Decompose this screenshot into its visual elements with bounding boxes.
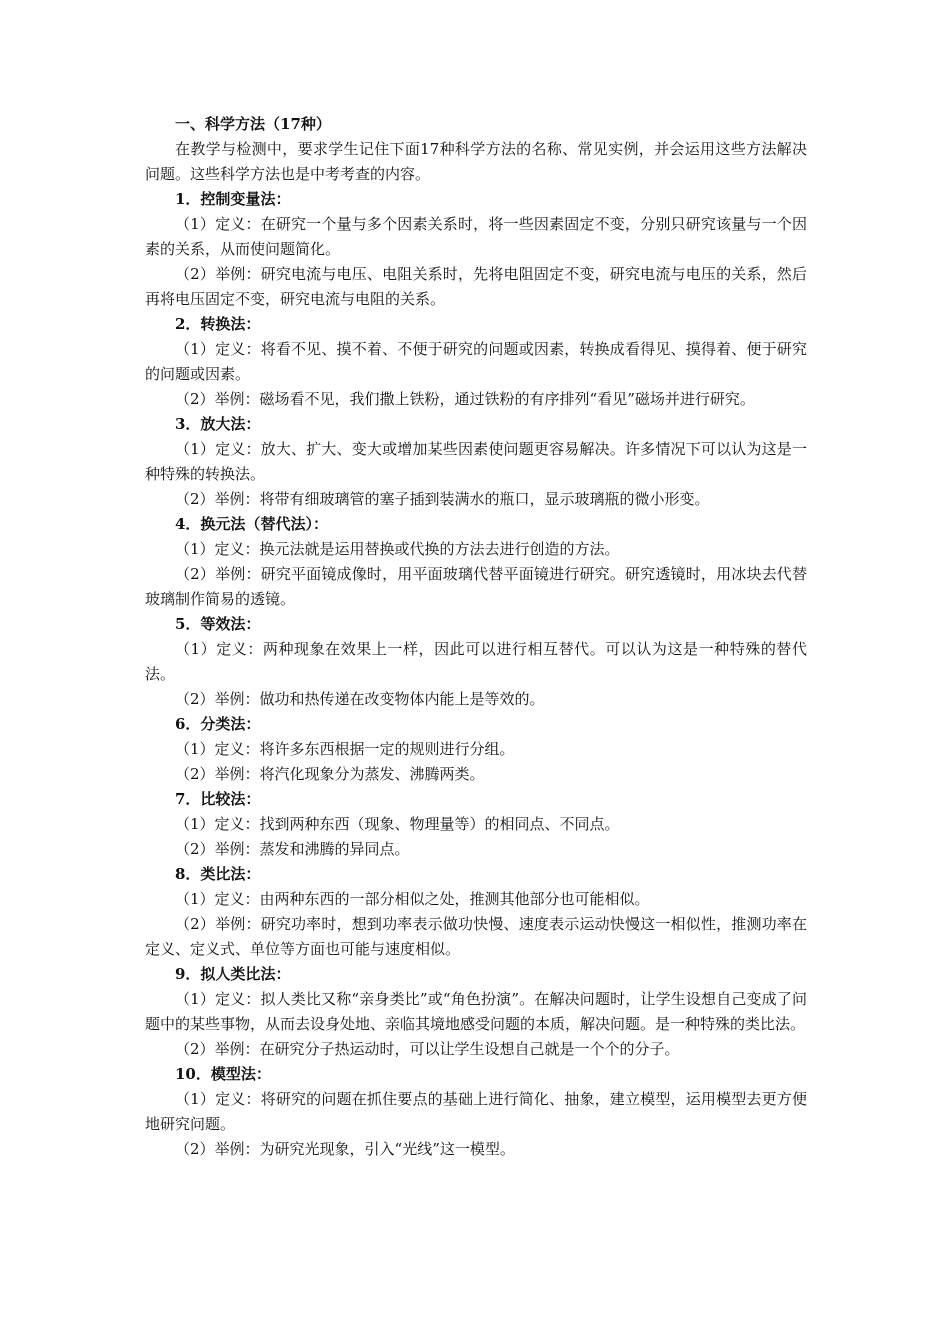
section-example: （2）举例：将带有细玻璃管的塞子插到装满水的瓶口，显示玻璃瓶的微小形变。	[175, 490, 710, 508]
intro-paragraph: 在教学与检测中，要求学生记住下面17种科学方法的名称、常见实例，并会运用这些方法解决问题。这些科学方法也是中考考查的内容。	[145, 140, 807, 183]
section-definition: （1）定义：由两种东西的一部分相似之处，推测其他部分也可能相似。	[175, 890, 650, 908]
section-title: 3．放大法：	[175, 415, 261, 433]
section-example: （2）举例：研究平面镜成像时，用平面玻璃代替平面镜进行研究。研究透镜时，用冰块去代替玻璃制作简易的透镜。	[145, 565, 807, 608]
section-definition: （1）定义：拟人类比又称“亲身类比”或“角色扮演”。在解决问题时，让学生设想自己变成了问题中的某些事物，从而去设身处地、亲临其境地感受问题的本质，解决问题。是一种特殊的类比法。	[145, 990, 807, 1033]
section-title: 7．比较法：	[175, 790, 261, 808]
section-example: （2）举例：做功和热传递在改变物体内能上是等效的。	[175, 690, 545, 708]
section-definition: （1）定义：将看不见、摸不着、不便于研究的问题或因素，转换成看得见、摸得着、便于研究的问题或因素。	[145, 340, 807, 383]
section-title: 10．模型法：	[175, 1065, 271, 1083]
section-definition: （1）定义：放大、扩大、变大或增加某些因素使问题更容易解决。许多情况下可以认为这是一种特殊的转换法。	[145, 440, 807, 483]
section-definition: （1）定义：将研究的问题在抓住要点的基础上进行简化、抽象，建立模型，运用模型去更方便地研究问题。	[145, 1090, 807, 1133]
section-definition: （1）定义：两种现象在效果上一样，因此可以进行相互替代。可以认为这是一种特殊的替代法。	[145, 640, 807, 683]
section-example: （2）举例：研究功率时，想到功率表示做功快慢、速度表示运动快慢这一相似性，推测功率在定义、定义式、单位等方面也可能与速度相似。	[145, 915, 807, 958]
section-example: （2）举例：蒸发和沸腾的异同点。	[175, 840, 410, 858]
section-title: 1．控制变量法：	[175, 190, 291, 208]
section-definition: （1）定义：在研究一个量与多个因素关系时，将一些因素固定不变，分别只研究该量与一个因素的关系，从而使问题简化。	[145, 215, 807, 258]
section-definition: （1）定义：换元法就是运用替换或代换的方法去进行创造的方法。	[175, 540, 620, 558]
document-page	[145, 112, 807, 1162]
section-definition: （1）定义：将许多东西根据一定的规则进行分组。	[175, 740, 515, 758]
section-title: 8．类比法：	[175, 865, 261, 883]
section-title: 2．转换法：	[175, 315, 261, 333]
section-example: （2）举例：在研究分子热运动时，可以让学生设想自己就是一个个的分子。	[175, 1040, 680, 1058]
section-example: （2）举例：研究电流与电压、电阻关系时，先将电阻固定不变，研究电流与电压的关系，然后再将电压固定不变，研究电流与电阻的关系。	[145, 265, 807, 308]
section-example: （2）举例：将汽化现象分为蒸发、沸腾两类。	[175, 765, 485, 783]
section-example: （2）举例：磁场看不见，我们撒上铁粉，通过铁粉的有序排列“看见”磁场并进行研究。	[175, 390, 755, 408]
section-title: 9．拟人类比法：	[175, 965, 291, 983]
section-title: 5．等效法：	[175, 615, 261, 633]
section-example: （2）举例：为研究光现象，引入“光线”这一模型。	[175, 1140, 515, 1158]
section-definition: （1）定义：找到两种东西（现象、物理量等）的相同点、不同点。	[175, 815, 620, 833]
document-heading: 一、科学方法（17种）	[175, 115, 331, 133]
section-title: 6．分类法：	[175, 715, 261, 733]
section-title: 4．换元法（替代法）：	[175, 515, 328, 533]
